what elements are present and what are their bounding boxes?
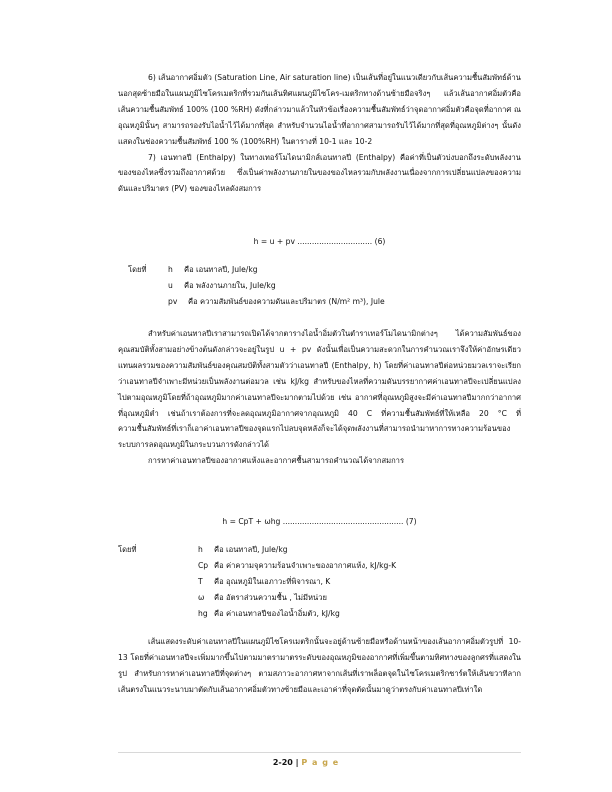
definition-row: [118, 574, 521, 590]
definitions-2: [118, 542, 521, 622]
equation-7-text: h = CpT + ωhg .................................................. (7): [222, 517, 417, 526]
definition-row: [118, 558, 521, 574]
definition-row: [118, 542, 521, 558]
def-text: คือ ความสัมพันธ์ของความดันและปริมาตร (N/m² m³), Jule: [188, 296, 385, 306]
def-text: คือ พลังงานภายใน, Jule/kg: [184, 280, 276, 290]
def-text: คือ อุณหภูมิในเอภาวะที่พิจารณา, K: [214, 576, 331, 586]
definition-row: [128, 294, 531, 310]
def-symbol: T: [198, 576, 203, 586]
def-text: คือ ค่าความจุความร้อนจำเพาะของอากาศแห้ง, kJ/kg-K: [214, 560, 397, 570]
def-symbol: ω: [198, 592, 205, 602]
definition-row: [128, 278, 531, 294]
equation-6-text: h = u + pv ............................... (6): [253, 237, 386, 246]
def-symbol: h: [168, 265, 173, 274]
footer-divider: [118, 752, 521, 753]
def-symbol: pv: [168, 296, 178, 306]
def-text: คือ เอนทาลปี, Jule/kg: [214, 545, 288, 554]
footer-separator: |: [295, 758, 299, 767]
page-number: 2-20: [272, 758, 293, 767]
def-symbol: Cp: [198, 560, 209, 570]
definition-row: [128, 262, 531, 278]
body-text-middle: [118, 326, 521, 469]
definitions-1: [128, 262, 531, 310]
paragraph-saturation-line: 6) เส้นอากาศอิ่มตัว (Saturation Line, Air saturation line) เป็นเส้นที่อยู่ในแนวเดียวกับเส้นความชื้นสัมพัทธ์ด้านนอกสุดซ้ายมือในแผนภูมิไซโครเมตริกที่รวมกันเส้นทิศแผนภูมิไซโคร-เมตริกทางด้านซ้ายมือจริงๆ แล้วเส้นอากาศอิ่มตัวคือเส้นความชื้นสัมพัทธ์ 100% (100 %RH) ดังที่กล่าวมาแล้วในหัวข้อเรื่องความชื้นสัมพัทธ์ว่าจุดอากาศอิ่มตัวคือจุดที่อากาศ ณ อุณหภูมินั้นๆ สามารถรองรับไอน้ำไว้ได้มากที่สุด สำหรับจำนวนไอน้ำที่อากาศสามารถรับไว้ได้มากที่สุดที่อุณหภูมิต่างๆ นั้นดังแสดงในช่องความชื้นสัมพัทธ์ 100 % (100%RH) ในตารางที่ 10-1 และ 10-2: [118, 73, 521, 146]
def-text: คือ ค่าเอนทาลปีของไอน้ำอิ่มตัว, kJ/kg: [214, 608, 340, 618]
where-label: โดยที่: [118, 545, 137, 554]
def-symbol: u: [168, 280, 173, 290]
where-label: โดยที่: [128, 265, 147, 274]
def-symbol: h: [198, 545, 203, 554]
page-label: P a g e: [301, 758, 340, 767]
definition-row: [118, 606, 521, 622]
body-text-top: [118, 70, 521, 197]
paragraph-enthalpy: 7) เอนทาลปี (Enthalpy) ในทางเทอร์โมไดนามิกส์เอนทาลปี (Enthalpy) คือค่าที่เป็นตัวบ่งบอกถึงระดับพลังงานของของไหลซึ่งรวมถึงอากาศด้วย ซึ่งเป็นค่าพลังงานภายในของของไหลรวมกับพลังงานเนื่องจากการเปลี่ยนแปลงของความดันและปริมาตร (PV) ของของไหลดังสมการ: [118, 152, 521, 194]
paragraph-enthalpy-chart: เส้นแสดงระดับค่าเอนทาลปีในแผนภูมิไซโครเมตริกนั้นจะอยู่ด้านซ้ายมือหรือด้านหน้าของเส้นอากาศอิ่มตัวรูปที่ 10-13 โดยที่ค่าเอนทาลปีจะเพิ่มมากขึ้นไปตามมาตรามาตรระดับของอุณหภูมิของอากาศที่เพิ่มขึ้นตามทิศทางของลูกศรที่แสดงในรูป สำหรับการหาค่าเอนทาลปีที่จุดต่างๆ ตามสภาวะอากาศหาจากเส้นที่เราพล็อตจุดในไซโครเมตริกชาร์ตให้เส้นขวาทีลากเส้นตรงในแนวระนาบมาตัดกับเส้นอากาศอิ่มตัวทางซ้ายมือและเอาค่าที่จุดตัดนั้นมาดูว่าตรงกับค่าเอนทาลปีเท่าใด: [118, 637, 521, 694]
page-footer: [0, 758, 612, 767]
def-symbol: hg: [198, 608, 208, 618]
body-text-bottom: [118, 634, 521, 698]
equation-7: [118, 514, 521, 530]
def-text: คือ เอนทาลปี, Jule/kg: [184, 265, 258, 274]
equation-6: [118, 234, 521, 250]
def-text: คือ อัตราส่วนความชื้น , ไม่มีหน่วย: [214, 592, 327, 602]
definition-row: [118, 590, 521, 606]
paragraph-enthalpy-calc: การหาค่าเอนทาลปีของอากาศแห้งและอากาศชื้นสามารถคำนวณได้จากสมการ: [148, 456, 405, 466]
paragraph-enthalpy-table: สำหรับค่าเอนทาลปีเราสามารถเปิดได้จากตารางไอน้ำอิ่มตัวในตำราเทอร์โมไดนามิกต่างๆ ได้ความสัมพันธ์ของคุณสมบัติทั้งสามอย่างข้างต้นดังกล่าวจะอยู่ในรูป u + pv ดังนั้นเพื่อเป็นความสะดวกในการคำนวณเราจึงให้ค่าอักษรเดียวแทนผลรวมของความสัมพันธ์ของคุณสมบัติทั้งสามตัวว่าเอนทาลปี (Enthalpy, h) โดยที่ค่าเอนทาลปีต่อหน่วยมวลเราจะเรียกว่าเอนทาลปีจำเพาะมีหน่วยเป็นพลังงานต่อมวล เช่น kJ/kg สำหรับของไหลที่ความดันบรรยากาศค่าเอนทาลปีจะเปลี่ยนแปลงไปตามอุณหภูมิโดยที่ถ้าอุณหภูมิมากค่าเอนทาลปีจะมากตามไปด้วย เช่น อากาศที่อุณหภูมิสูงจะมีค่าเอนทาลปีมากกว่าอากาศที่อุณหภูมิต่ำ เช่นถ้าเราต้องการที่จะลดอุณหภูมิอากาศจากอุณหภูมิ 40 C ที่ความชื้นสัมพัทธ์ที่ให้เหลือ 20 °C ที่ความชื้นสัมพัทธ์ที่เราก็เอาค่าเอนทาลปีของจุดแรกไปลบจุดหลังก็จะได้จุดพลังงานที่สามารถนำมาหาการทางความร้อนของระบบการลดอุณหภูมิในกระบวนการดังกล่าวได้: [118, 329, 521, 450]
